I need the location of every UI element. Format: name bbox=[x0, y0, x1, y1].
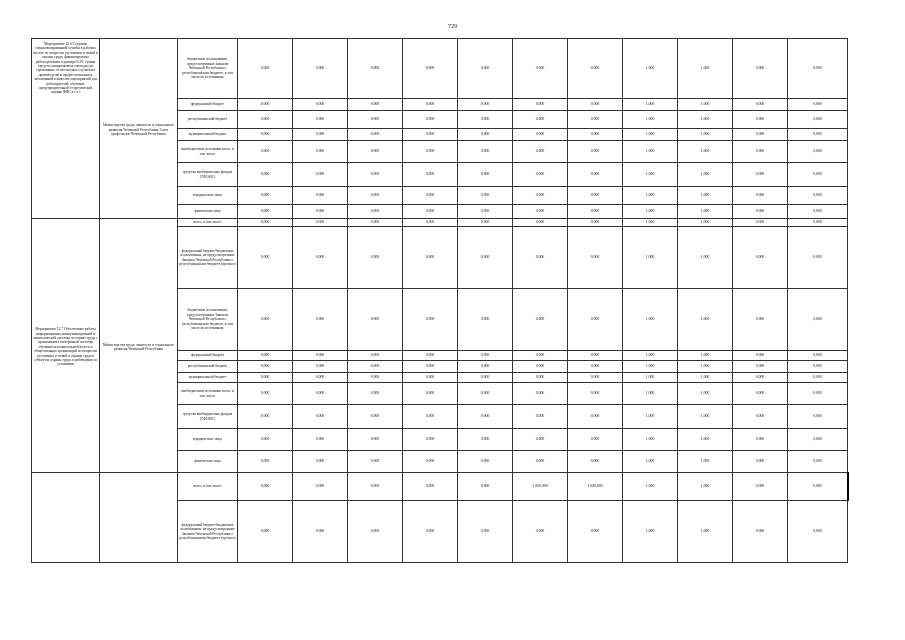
source-label: средства внебюджетных фондов (ТФОМС) bbox=[178, 163, 238, 187]
measure-cell: Мероприятие 12.6 Создание специализированной службы в рабочих местах по вопросам улучшения условий и охраны труда, финансируемых работодателями в размере 0,2% суммы средств, направляемых ежегодно на страхование от несчастных случаев на производстве и профессиональных заболеваний в качестве мероприятий для работодателей: обучение предупредительной теоретической охраны ФИС в т.ч.) bbox=[32, 39, 100, 219]
value-cell: 0,000 bbox=[293, 205, 348, 219]
value-cell: 0,000 bbox=[348, 361, 403, 373]
source-label: республиканский бюджет bbox=[178, 361, 238, 373]
value-cell: 0,000 bbox=[733, 473, 788, 501]
value-cell: 0,000 bbox=[403, 129, 458, 141]
value-cell: 0,000 bbox=[458, 205, 513, 219]
value-cell: 0,000 bbox=[403, 361, 458, 373]
value-cell: 0,000 bbox=[403, 187, 458, 205]
value-cell: 0,000 bbox=[348, 205, 403, 219]
value-cell: 0,000 bbox=[293, 99, 348, 111]
value-cell: 0,000 bbox=[238, 99, 293, 111]
value-cell: 0,000 bbox=[403, 351, 458, 361]
value-cell: 1,000 bbox=[623, 373, 678, 383]
value-cell: 0,000 bbox=[733, 219, 788, 227]
value-cell: 0,000 bbox=[788, 429, 848, 451]
value-cell: 0,000 bbox=[403, 99, 458, 111]
value-cell: 0,000 bbox=[788, 205, 848, 219]
value-cell: 0,000 bbox=[293, 451, 348, 473]
value-cell: 0,000 bbox=[348, 129, 403, 141]
value-cell: 0,000 bbox=[403, 501, 458, 563]
value-cell: 0,000 bbox=[238, 111, 293, 129]
value-cell: 1,000 bbox=[623, 227, 678, 289]
value-cell: 0,000 bbox=[568, 141, 623, 163]
value-cell: 0,000 bbox=[403, 473, 458, 501]
value-cell: 0,000 bbox=[788, 373, 848, 383]
value-cell: 0,000 bbox=[733, 99, 788, 111]
value-cell: 0,000 bbox=[458, 99, 513, 111]
value-cell: 0,000 bbox=[458, 289, 513, 351]
value-cell: 0,000 bbox=[348, 429, 403, 451]
value-cell: 0,000 bbox=[348, 39, 403, 99]
value-cell: 0,000 bbox=[293, 429, 348, 451]
source-label: всего, в том числе: bbox=[178, 219, 238, 227]
value-cell: 0,000 bbox=[513, 501, 568, 563]
page-number: 729 bbox=[448, 24, 457, 30]
value-cell: 1,000 bbox=[678, 501, 733, 563]
value-cell: 0,000 bbox=[513, 289, 568, 351]
value-cell: 0,000 bbox=[348, 99, 403, 111]
value-cell: 0,000 bbox=[293, 501, 348, 563]
value-cell: 0,000 bbox=[788, 219, 848, 227]
value-cell: 0,000 bbox=[293, 141, 348, 163]
value-cell: 1,000 bbox=[623, 405, 678, 429]
value-cell: 0,000 bbox=[788, 227, 848, 289]
value-cell: 0,000 bbox=[568, 227, 623, 289]
value-cell: 2 000,000 bbox=[568, 473, 623, 501]
table-row bbox=[32, 219, 848, 227]
value-cell: 0,000 bbox=[513, 219, 568, 227]
value-cell: 0,000 bbox=[348, 501, 403, 563]
value-cell: 0,000 bbox=[293, 289, 348, 351]
value-cell: 0,000 bbox=[238, 501, 293, 563]
value-cell: 1,000 bbox=[623, 219, 678, 227]
value-cell: 0,000 bbox=[788, 383, 848, 405]
value-cell: 0,000 bbox=[458, 373, 513, 383]
source-label: бюджетные ассигнования, предусмотренные Законом Чеченской Республики о республиканском бюджете, в том числе по источникам: bbox=[178, 39, 238, 99]
measure-cell bbox=[32, 473, 100, 563]
value-cell: 0,000 bbox=[788, 99, 848, 111]
value-cell: 0,000 bbox=[733, 451, 788, 473]
value-cell: 1,000 bbox=[678, 383, 733, 405]
value-cell: 0,000 bbox=[458, 141, 513, 163]
value-cell: 0,000 bbox=[403, 141, 458, 163]
value-cell: 0,000 bbox=[568, 383, 623, 405]
value-cell: 0,000 bbox=[293, 219, 348, 227]
value-cell: 1,000 bbox=[623, 163, 678, 187]
value-cell: 1,000 bbox=[678, 451, 733, 473]
value-cell: 1,000 bbox=[678, 39, 733, 99]
value-cell: 1,000 bbox=[623, 361, 678, 373]
value-cell: 0,000 bbox=[238, 473, 293, 501]
value-cell: 0,000 bbox=[293, 39, 348, 99]
value-cell: 0,000 bbox=[788, 141, 848, 163]
value-cell: 0,000 bbox=[458, 39, 513, 99]
value-cell: 1,000 bbox=[623, 205, 678, 219]
executor-cell: Министерство труда, занятости и социального развития Чеченской Республики bbox=[100, 219, 178, 473]
value-cell: 0,000 bbox=[458, 129, 513, 141]
value-cell: 0,000 bbox=[293, 361, 348, 373]
value-cell: 0,000 bbox=[733, 163, 788, 187]
value-cell: 1,000 bbox=[678, 429, 733, 451]
value-cell: 0,000 bbox=[513, 205, 568, 219]
value-cell: 0,000 bbox=[788, 351, 848, 361]
value-cell: 0,000 bbox=[568, 111, 623, 129]
executor-cell bbox=[100, 473, 178, 563]
value-cell: 0,000 bbox=[348, 473, 403, 501]
value-cell: 0,000 bbox=[238, 141, 293, 163]
value-cell: 1,000 bbox=[678, 361, 733, 373]
value-cell: 0,000 bbox=[788, 361, 848, 373]
value-cell: 0,000 bbox=[733, 351, 788, 361]
source-label: физические лица bbox=[178, 205, 238, 219]
value-cell: 0,000 bbox=[458, 163, 513, 187]
source-label: федеральный бюджет bbox=[178, 99, 238, 111]
value-cell: 1,000 bbox=[678, 289, 733, 351]
value-cell: 0,000 bbox=[458, 405, 513, 429]
value-cell: 0,000 bbox=[568, 405, 623, 429]
value-cell: 1,000 bbox=[623, 111, 678, 129]
value-cell: 0,000 bbox=[513, 141, 568, 163]
value-cell: 2 000,000 bbox=[513, 473, 568, 501]
value-cell: 1,000 bbox=[623, 99, 678, 111]
value-cell: 0,000 bbox=[568, 351, 623, 361]
value-cell: 0,000 bbox=[733, 129, 788, 141]
value-cell: 1,000 bbox=[623, 289, 678, 351]
value-cell: 0,000 bbox=[238, 451, 293, 473]
value-cell: 0,000 bbox=[348, 289, 403, 351]
value-cell: 0,000 bbox=[458, 501, 513, 563]
value-cell: 0,000 bbox=[348, 373, 403, 383]
source-label: внебюджетные источники всего, в том числе: bbox=[178, 383, 238, 405]
value-cell: 0,000 bbox=[513, 405, 568, 429]
value-cell: 0,000 bbox=[568, 451, 623, 473]
value-cell: 0,000 bbox=[238, 405, 293, 429]
value-cell: 0,000 bbox=[733, 205, 788, 219]
value-cell: 0,000 bbox=[513, 39, 568, 99]
value-cell: 0,000 bbox=[733, 405, 788, 429]
value-cell: 0,000 bbox=[568, 163, 623, 187]
value-cell: 1,000 bbox=[623, 129, 678, 141]
value-cell: 0,000 bbox=[513, 163, 568, 187]
value-cell: 0,000 bbox=[733, 373, 788, 383]
value-cell: 0,000 bbox=[513, 383, 568, 405]
value-cell: 0,000 bbox=[458, 351, 513, 361]
value-cell: 0,000 bbox=[458, 111, 513, 129]
value-cell: 1,000 bbox=[623, 39, 678, 99]
value-cell: 1,000 bbox=[623, 383, 678, 405]
value-cell: 0,000 bbox=[733, 141, 788, 163]
value-cell: 1,000 bbox=[623, 473, 678, 501]
value-cell: 0,000 bbox=[238, 429, 293, 451]
value-cell: 1,000 bbox=[678, 473, 733, 501]
value-cell: 0,000 bbox=[293, 129, 348, 141]
value-cell: 0,000 bbox=[788, 405, 848, 429]
value-cell: 0,000 bbox=[568, 129, 623, 141]
value-cell: 0,000 bbox=[513, 351, 568, 361]
value-cell: 0,000 bbox=[238, 205, 293, 219]
value-cell: 0,000 bbox=[293, 163, 348, 187]
value-cell: 0,000 bbox=[568, 99, 623, 111]
value-cell: 0,000 bbox=[788, 129, 848, 141]
source-label: федеральный бюджет bbox=[178, 351, 238, 361]
value-cell: 0,000 bbox=[403, 289, 458, 351]
value-cell: 0,000 bbox=[458, 451, 513, 473]
value-cell: 0,000 bbox=[403, 405, 458, 429]
value-cell: 0,000 bbox=[733, 361, 788, 373]
value-cell: 1,000 bbox=[623, 187, 678, 205]
budget-table bbox=[31, 38, 849, 563]
value-cell: 1,000 bbox=[678, 99, 733, 111]
source-label: юридические лица bbox=[178, 187, 238, 205]
source-label: физические лица bbox=[178, 451, 238, 473]
value-cell: 0,000 bbox=[513, 227, 568, 289]
value-cell: 0,000 bbox=[293, 111, 348, 129]
value-cell: 0,000 bbox=[788, 289, 848, 351]
source-label: бюджетные ассигнования, предусмотренные Законом Чеченской Республики о республиканском бюджете, в том числе по источникам: bbox=[178, 289, 238, 351]
executor-cell: Министерство труда, занятости и социального развития Чеченской Республики, Союз профсоюзов Чеченской Республики bbox=[100, 39, 178, 219]
value-cell: 1,000 bbox=[678, 373, 733, 383]
value-cell: 0,000 bbox=[733, 39, 788, 99]
value-cell: 0,000 bbox=[568, 361, 623, 373]
source-label: муниципальный бюджет bbox=[178, 129, 238, 141]
value-cell: 1,000 bbox=[623, 451, 678, 473]
value-cell: 0,000 bbox=[513, 429, 568, 451]
value-cell: 0,000 bbox=[348, 219, 403, 227]
value-cell: 0,000 bbox=[348, 187, 403, 205]
value-cell: 0,000 bbox=[733, 501, 788, 563]
value-cell: 0,000 bbox=[458, 227, 513, 289]
value-cell: 1,000 bbox=[678, 227, 733, 289]
value-cell: 0,000 bbox=[513, 451, 568, 473]
value-cell: 0,000 bbox=[348, 451, 403, 473]
value-cell: 0,000 bbox=[403, 429, 458, 451]
value-cell: 0,000 bbox=[568, 39, 623, 99]
value-cell: 0,000 bbox=[403, 373, 458, 383]
source-label: всего, в том числе: bbox=[178, 473, 238, 501]
value-cell: 0,000 bbox=[788, 187, 848, 205]
value-cell: 0,000 bbox=[788, 473, 848, 501]
value-cell: 0,000 bbox=[513, 373, 568, 383]
value-cell: 0,000 bbox=[403, 39, 458, 99]
value-cell: 0,000 bbox=[458, 383, 513, 405]
value-cell: 0,000 bbox=[293, 473, 348, 501]
value-cell: 0,000 bbox=[568, 289, 623, 351]
source-label: республиканский бюджет bbox=[178, 111, 238, 129]
value-cell: 0,000 bbox=[458, 361, 513, 373]
value-cell: 1,000 bbox=[623, 141, 678, 163]
value-cell: 0,000 bbox=[788, 163, 848, 187]
value-cell: 1,000 bbox=[623, 429, 678, 451]
value-cell: 0,000 bbox=[238, 219, 293, 227]
source-label: федеральный бюджет/бюджетные ассигнования, не предусмотренные Законом Чеченской Республики о республиканском бюджете (прогноз) bbox=[178, 501, 238, 563]
value-cell: 0,000 bbox=[238, 227, 293, 289]
value-cell: 1,000 bbox=[678, 111, 733, 129]
value-cell: 0,000 bbox=[788, 111, 848, 129]
table-row bbox=[32, 473, 848, 501]
value-cell: 0,000 bbox=[733, 227, 788, 289]
value-cell: 0,000 bbox=[348, 227, 403, 289]
value-cell: 0,000 bbox=[348, 405, 403, 429]
value-cell: 1,000 bbox=[678, 351, 733, 361]
value-cell: 1,000 bbox=[678, 205, 733, 219]
value-cell: 0,000 bbox=[293, 383, 348, 405]
value-cell: 0,000 bbox=[348, 111, 403, 129]
value-cell: 0,000 bbox=[403, 111, 458, 129]
value-cell: 0,000 bbox=[733, 383, 788, 405]
value-cell: 0,000 bbox=[238, 373, 293, 383]
source-label: муниципальный бюджет bbox=[178, 373, 238, 383]
value-cell: 1,000 bbox=[678, 129, 733, 141]
value-cell: 0,000 bbox=[458, 187, 513, 205]
value-cell: 0,000 bbox=[513, 187, 568, 205]
source-label: юридические лица bbox=[178, 429, 238, 451]
value-cell: 0,000 bbox=[513, 111, 568, 129]
value-cell: 0,000 bbox=[568, 187, 623, 205]
value-cell: 0,000 bbox=[403, 383, 458, 405]
value-cell: 0,000 bbox=[293, 227, 348, 289]
value-cell: 0,000 bbox=[238, 163, 293, 187]
value-cell: 0,000 bbox=[348, 141, 403, 163]
value-cell: 0,000 bbox=[293, 187, 348, 205]
value-cell: 0,000 bbox=[458, 219, 513, 227]
value-cell: 0,000 bbox=[458, 429, 513, 451]
value-cell: 0,000 bbox=[238, 129, 293, 141]
value-cell: 0,000 bbox=[568, 501, 623, 563]
value-cell: 0,000 bbox=[568, 373, 623, 383]
table-row bbox=[32, 39, 848, 99]
value-cell: 0,000 bbox=[238, 289, 293, 351]
value-cell: 0,000 bbox=[788, 451, 848, 473]
value-cell: 0,000 bbox=[403, 205, 458, 219]
measure-cell: Мероприятие 12.7 Обеспечение работы информационно-коммуникационной и аналитической системы по охране труда с применением электронной системы обучения исполнительной власти и общественных организаций по вопросам улучшения условий и охраны труда в субъектах охраны труда и наблюдения за условиями bbox=[32, 219, 100, 473]
value-cell: 0,000 bbox=[513, 361, 568, 373]
value-cell: 0,000 bbox=[293, 405, 348, 429]
value-cell: 1,000 bbox=[678, 219, 733, 227]
value-cell: 0,000 bbox=[733, 187, 788, 205]
value-cell: 0,000 bbox=[568, 205, 623, 219]
value-cell: 0,000 bbox=[733, 429, 788, 451]
value-cell: 0,000 bbox=[238, 361, 293, 373]
value-cell: 0,000 bbox=[348, 383, 403, 405]
value-cell: 1,000 bbox=[678, 141, 733, 163]
value-cell: 0,000 bbox=[403, 219, 458, 227]
source-label: средства внебюджетных фондов (ТФОМС) bbox=[178, 405, 238, 429]
value-cell: 0,000 bbox=[293, 373, 348, 383]
value-cell: 0,000 bbox=[458, 473, 513, 501]
value-cell: 0,000 bbox=[403, 451, 458, 473]
value-cell: 1,000 bbox=[678, 187, 733, 205]
value-cell: 0,000 bbox=[348, 163, 403, 187]
value-cell: 1,000 bbox=[678, 405, 733, 429]
value-cell: 0,000 bbox=[733, 289, 788, 351]
value-cell: 0,000 bbox=[238, 383, 293, 405]
value-cell: 0,000 bbox=[513, 129, 568, 141]
value-cell: 1,000 bbox=[623, 351, 678, 361]
value-cell: 0,000 bbox=[348, 351, 403, 361]
source-label: федеральный бюджет/бюджетные ассигнования, не предусмотренные Законом Чеченской Республики о республиканском бюджете (прогноз) bbox=[178, 227, 238, 289]
value-cell: 0,000 bbox=[238, 187, 293, 205]
value-cell: 0,000 bbox=[513, 99, 568, 111]
value-cell: 0,000 bbox=[733, 111, 788, 129]
value-cell: 0,000 bbox=[238, 351, 293, 361]
value-cell: 0,000 bbox=[568, 219, 623, 227]
value-cell: 0,000 bbox=[403, 227, 458, 289]
value-cell: 0,000 bbox=[568, 429, 623, 451]
value-cell: 0,000 bbox=[293, 351, 348, 361]
value-cell: 0,000 bbox=[788, 39, 848, 99]
value-cell: 0,000 bbox=[238, 39, 293, 99]
value-cell: 1,000 bbox=[623, 501, 678, 563]
value-cell: 0,000 bbox=[788, 501, 848, 563]
source-label: внебюджетные источники всего, в том числе: bbox=[178, 141, 238, 163]
value-cell: 1,000 bbox=[678, 163, 733, 187]
value-cell: 0,000 bbox=[403, 163, 458, 187]
